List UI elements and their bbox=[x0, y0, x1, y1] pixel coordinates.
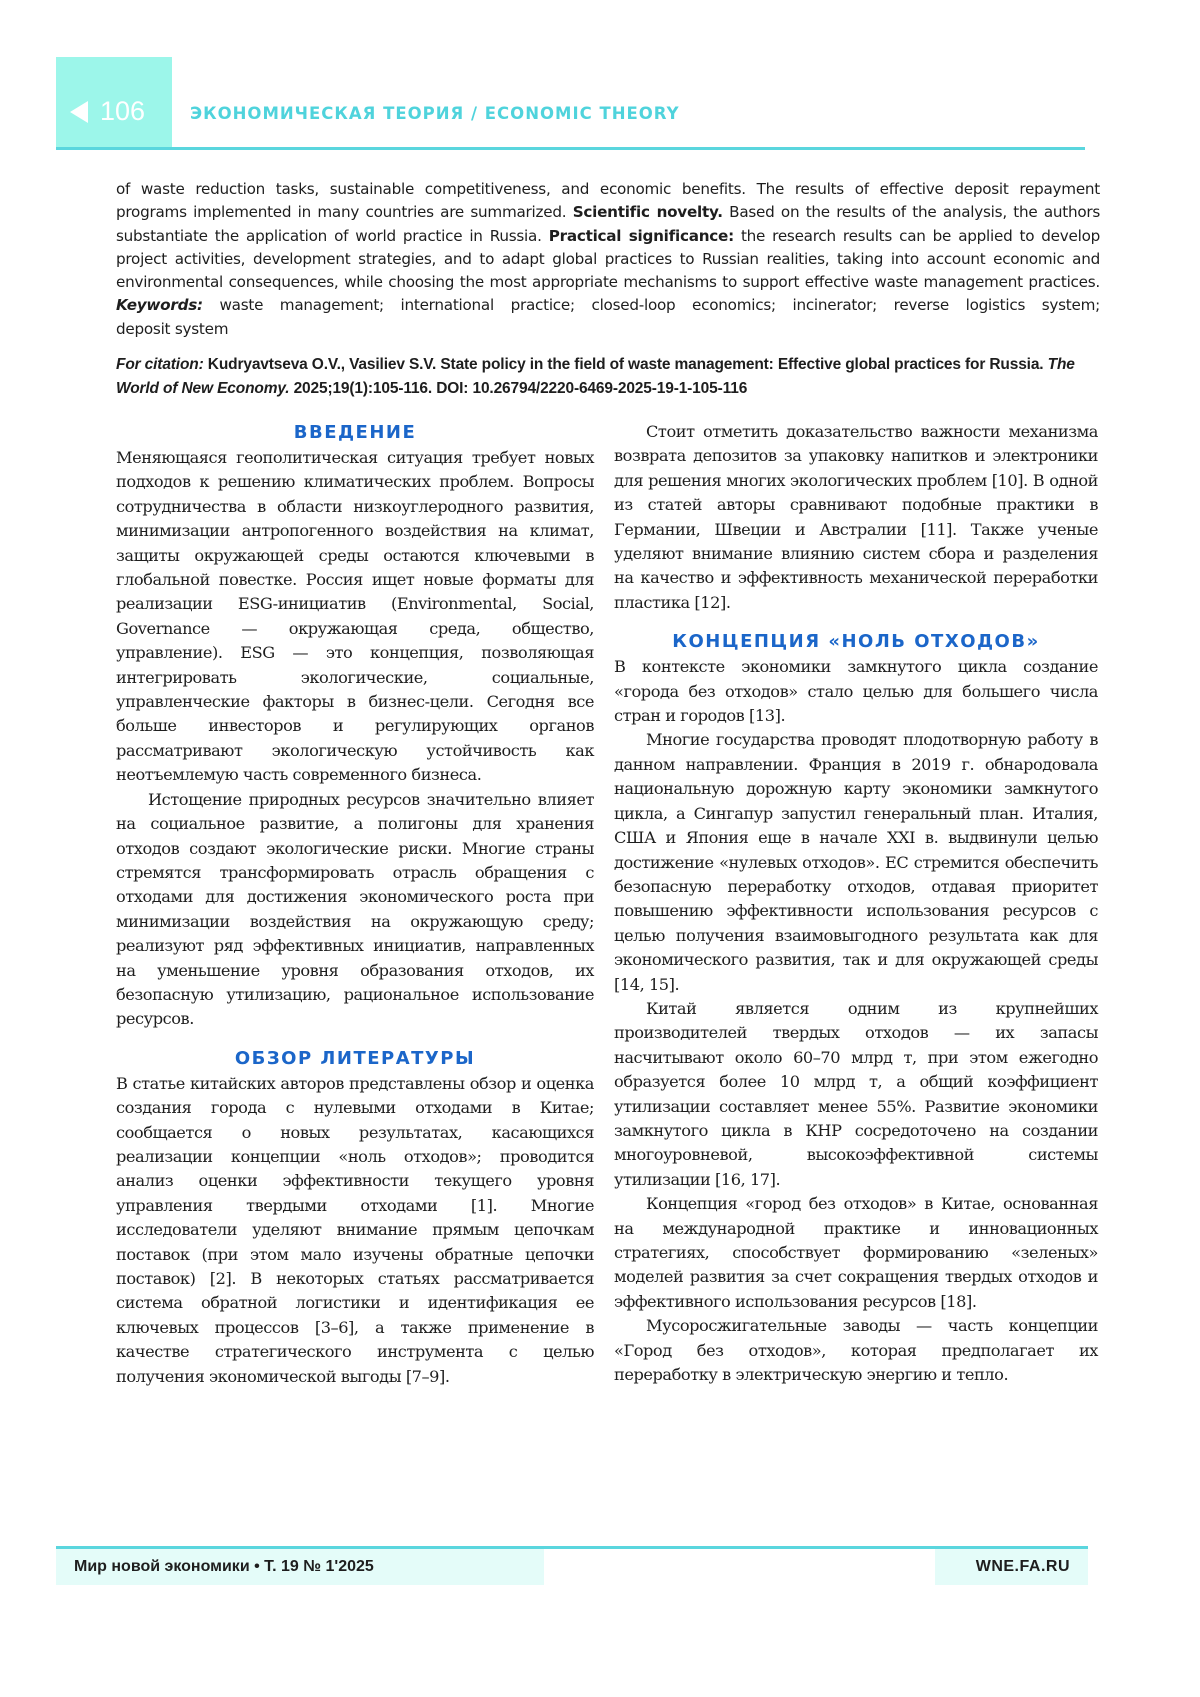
citation-label: For citation: bbox=[116, 356, 204, 373]
heading-zero-waste: КОНЦЕПЦИЯ «НОЛЬ ОТХОДОВ» bbox=[672, 631, 1040, 653]
scientific-novelty-label: Scientific novelty. bbox=[572, 203, 723, 222]
practical-significance-label: Practical significance: bbox=[548, 226, 734, 245]
paragraph: Стоит отметить доказательство важности механизма возврата депозитов за упаковку напитков и электроники для решения многих экологических проблем [10]. В одной из статей авторы сравнивают подобные практики в Германии, Швеции и Австралии [11]. Также ученые уделяют внимание влиянию систем сбора и разделения на качество и эффективность механической переработки пластика [12]. bbox=[614, 422, 1098, 612]
header-divider bbox=[56, 147, 1085, 150]
abstract-line: project activities, development strategies, and to adapt global practices to Russian realities, taking into account economic and bbox=[116, 249, 1100, 268]
paragraph: Концепция «город без отходов» в Китае, основанная на международной практике и инновационных стратегиях, способствует формированию «зеленых» моделей развития за счет сокращения твердых отходов и эффективного использования ресурсов [18]. bbox=[614, 1194, 1098, 1311]
heading-literature-review: ОБЗОР ЛИТЕРАТУРЫ bbox=[234, 1047, 476, 1069]
keywords-line bbox=[116, 294, 1100, 317]
abstract-line: programs implemented in many countries are summarized. Scientific novelty. Based on the results of the analysis, the authors bbox=[116, 203, 1101, 222]
abstract bbox=[116, 178, 1100, 341]
paragraph: В статье китайских авторов представлены обзор и оценка создания города с нулевыми отходами в Китае; сообщается о новых результатах, касающихся реализации концепции «ноль отходов»; проводится анализ оценки эффективности текущего уровня управления твердыми отходами [1]. Многие исследователи уделяют внимание прямым цепочкам поставок (при этом мало изучены обратные цепочки поставок) [2]. В некоторых статьях рассматривается система обратной логистики и идентификация ее ключевых процессов [3–6], а также применение в качестве стратегического инструмента с целью получения экономической выгоды [7–9]. bbox=[116, 1073, 594, 1386]
page-number-text: 106 bbox=[100, 96, 146, 126]
page-number bbox=[70, 96, 145, 127]
paragraph: Многие государства проводят плодотворную работу в данном направлении. Франция в 2019 г. обнародовала национальную дорожную карту экономики замкнутого цикла, а Сингапур запустил генеральный план. Италия, США и Япония еще в начале XXI в. выдвинули целью достижение «нулевых отходов». ЕС стремится обеспечить безопасную переработку отходов, отдавая приоритет повышению эффективности использования ресурсов с целью получения взаимовыгодного результата как для экономического развития, так и для окружающей среды [14, 15]. bbox=[614, 730, 1098, 994]
section-title: ЭКОНОМИЧЕСКАЯ ТЕОРИЯ / ECONOMIC THEORY bbox=[190, 104, 680, 123]
left-triangle-icon bbox=[70, 101, 88, 123]
heading-introduction: ВВЕДЕНИЕ bbox=[293, 422, 417, 443]
abstract-line: environmental consequences, while choosing the most appropriate mechanisms to support effective waste management practices. bbox=[116, 273, 1100, 292]
paragraph: Меняющаяся геополитическая ситуация требует новых подходов к решению климатических проблем. Вопросы сотрудничества в области низкоуглеродного развития, минимизации антропогенного воздействия на климат, защиты окружающей среды остаются ключевыми в глобальной повестке. Россия ищет новые форматы для реализации ESG-инициатив (Environmental, Social, Governance — окружающая среда, общество, управление). ESG — это концепция, позволяющая интегрировать экологические, социальные, управленческие факторы в бизнес-цели. Сегодня все больше инвесторов и регулирующих органов рассматривают экологическую устойчивость как неотъемлемую часть современного бизнеса. bbox=[116, 448, 594, 785]
keywords-line: deposit system bbox=[116, 319, 229, 338]
citation-journal: The World of New Economy. bbox=[116, 356, 1075, 397]
citation-authors-title: Kudryavtseva O.V., Vasiliev S.V. State policy in the field of waste management: Effective global practices for Russia. bbox=[207, 356, 1044, 373]
paragraph: В контексте экономики замкнутого цикла создание «города без отходов» стало целью для большего числа стран и городов [13]. bbox=[614, 657, 1098, 726]
citation bbox=[116, 353, 1100, 401]
abstract-line: of waste reduction tasks, sustainable competitiveness, and economic benefits. The results of effective deposit repayment bbox=[116, 180, 1100, 198]
paragraph: Китай является одним из крупнейших производителей твердых отходов — их запасы насчитывают около 60–70 млрд т, при этом ежегодно образуется более 10 млрд т, а общий коэффициент утилизации составляет менее 55%. Развитие экономики замкнутого цикла в КНР сосредоточено на создании многоуровневой, высокоэффективной системы утилизации [16, 17]. bbox=[614, 998, 1098, 1189]
keywords-label: Keywords: bbox=[116, 296, 203, 315]
keywords: waste management; international practice; closed-loop economics; incinerator; reverse logistics system; bbox=[219, 296, 1101, 315]
paragraph: Мусоросжигательные заводы — часть концепции «Город без отходов», которая предполагает их переработку в электрическую энергию и тепло. bbox=[614, 1316, 1098, 1385]
footer-journal-issue: Мир новой экономики • Т. 19 № 1'2025 bbox=[56, 1549, 544, 1585]
right-column bbox=[614, 420, 1098, 1387]
abstract-line: substantiate the application of world practice in Russia. Practical significance: the research results can be applied to develop bbox=[116, 226, 1101, 245]
footer-website[interactable]: WNE.FA.RU bbox=[935, 1549, 1088, 1585]
citation-details: 2025;19(1):105-116. DOI: 10.26794/2220-6469-2025-19-1-105-116 bbox=[293, 380, 748, 397]
paragraph: Истощение природных ресурсов значительно влияет на социальное развитие, а полигоны для хранения отходов создают экологические риски. Многие страны стремятся трансформировать отрасль обращения с отходами для достижения экономического роста при минимизации воздействия на окружающую среду; реализуют ряд эффективных инициатив, направленных на уменьшение уровня образования отходов, их безопасную утилизацию, рациональное использование ресурсов. bbox=[116, 789, 594, 1029]
left-column bbox=[116, 420, 594, 1389]
